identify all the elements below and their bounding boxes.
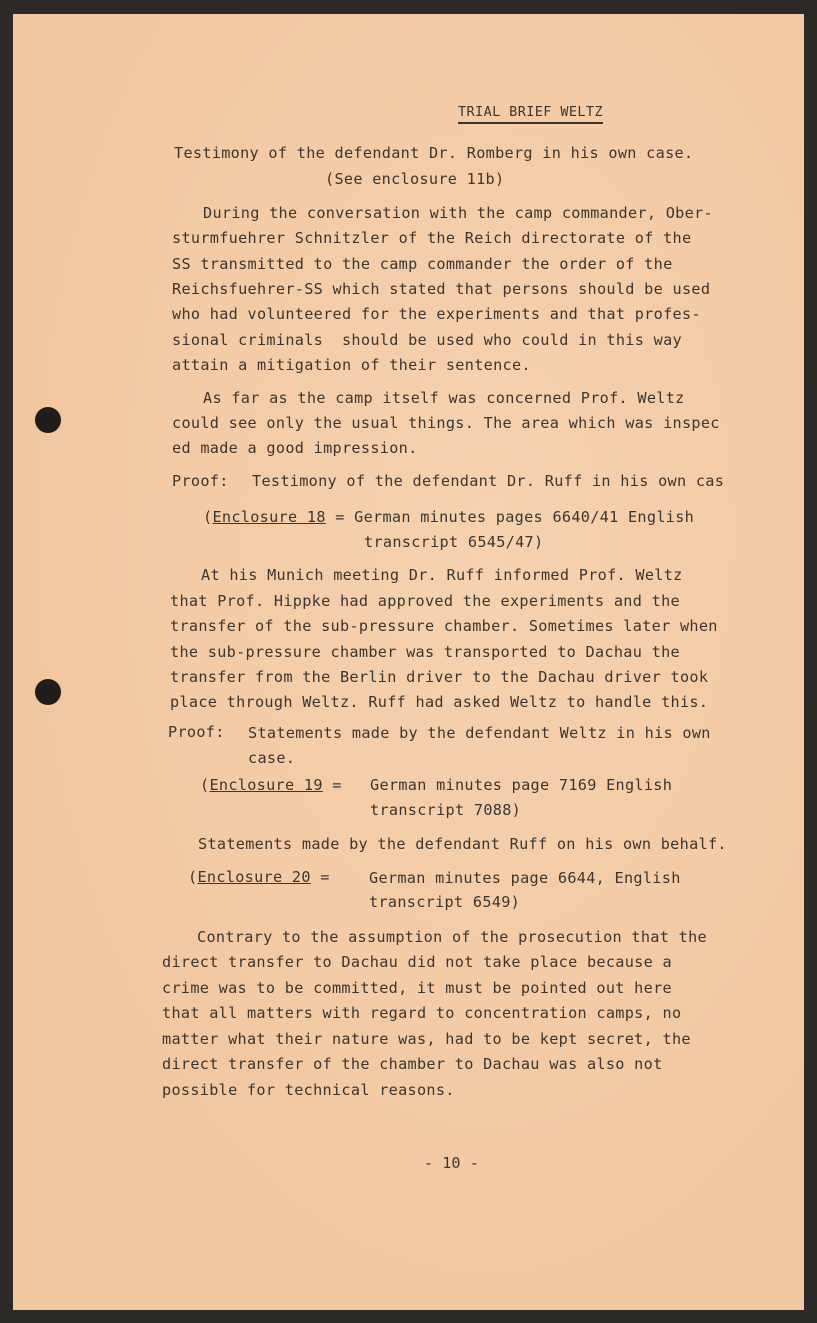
enclosure-detail: = German minutes pages 6640/41 English <box>335 508 695 526</box>
paragraph-line: direct transfer of the chamber to Dachau was also not <box>162 1055 663 1073</box>
proof-text: Statements made by the defendant Weltz in his own <box>248 724 711 742</box>
enclosure-detail: transcript 7088) <box>370 801 522 819</box>
paragraph-line: direct transfer to Dachau did not take place because a <box>162 953 672 971</box>
paragraph-line: sional criminals should be used who could in this way <box>172 331 682 349</box>
intro-line: (See enclosure 11b) <box>325 170 505 188</box>
enclosure-eq: = <box>332 776 342 794</box>
paragraph-line: At his Munich meeting Dr. Ruff informed Prof. Weltz <box>201 566 683 584</box>
enclosure-eq: = <box>320 868 330 886</box>
paragraph-line: that all matters with regard to concentration camps, no <box>162 1004 682 1022</box>
document-header: TRIAL BRIEF WELTZ <box>458 104 603 124</box>
paragraph-line: Contrary to the assumption of the prosecution that the <box>197 928 707 946</box>
enclosure-detail: German minutes page 6644, English <box>369 869 681 887</box>
paragraph-line: During the conversation with the camp commander, Ober- <box>203 204 713 222</box>
paragraph-line: who had volunteered for the experiments and that profes- <box>172 305 701 323</box>
proof-label: Proof: <box>168 723 225 741</box>
paragraph-line: transfer from the Berlin driver to the Dachau driver took <box>170 668 709 686</box>
intro-line: Testimony of the defendant Dr. Romberg in his own case. <box>174 144 694 162</box>
enclosure-ref: (Enclosure 19 = <box>200 776 342 794</box>
punch-hole <box>35 679 61 705</box>
paragraph-line: matter what their nature was, had to be kept secret, the <box>162 1030 691 1048</box>
enclosure-detail: transcript 6549) <box>369 893 521 911</box>
paragraph-line: SS transmitted to the camp commander the order of the <box>172 255 673 273</box>
punch-hole <box>35 407 61 433</box>
enclosure-label: Enclosure 20 <box>197 868 311 886</box>
enclosure-detail: transcript 6545/47) <box>364 533 544 551</box>
enclosure-ref: (Enclosure 20 = <box>188 868 330 886</box>
paragraph-line: the sub-pressure chamber was transported to Dachau the <box>170 643 680 661</box>
paragraph-line: could see only the usual things. The area which was inspec <box>172 414 720 432</box>
paragraph-line: As far as the camp itself was concerned Prof. Weltz <box>203 389 685 407</box>
paragraph-line: ed made a good impression. <box>172 439 418 457</box>
paragraph-line: place through Weltz. Ruff had asked Weltz to handle this. <box>170 693 709 711</box>
enclosure-label: Enclosure 18 <box>212 508 326 526</box>
proof-text: Testimony of the defendant Dr. Ruff in his own cas <box>252 472 725 490</box>
statement-line: Statements made by the defendant Ruff on his own behalf. <box>198 835 727 853</box>
paragraph-line: possible for technical reasons. <box>162 1081 455 1099</box>
paragraph-line: transfer of the sub-pressure chamber. Sometimes later when <box>170 617 718 635</box>
enclosure-label: Enclosure 19 <box>209 776 323 794</box>
page-number: - 10 - <box>424 1154 479 1172</box>
paragraph-line: crime was to be committed, it must be pointed out here <box>162 979 672 997</box>
paragraph-line: attain a mitigation of their sentence. <box>172 356 531 374</box>
enclosure-ref: (Enclosure 18 = German minutes pages 6640/41 English <box>203 508 695 526</box>
paragraph-line: Reichsfuehrer-SS which stated that persons should be used <box>172 280 711 298</box>
paragraph-line: sturmfuehrer Schnitzler of the Reich directorate of the <box>172 229 692 247</box>
paragraph-line: that Prof. Hippke had approved the experiments and the <box>170 592 680 610</box>
proof-label: Proof: <box>172 472 229 490</box>
enclosure-detail: German minutes page 7169 English <box>370 776 673 794</box>
proof-text: case. <box>248 749 296 767</box>
